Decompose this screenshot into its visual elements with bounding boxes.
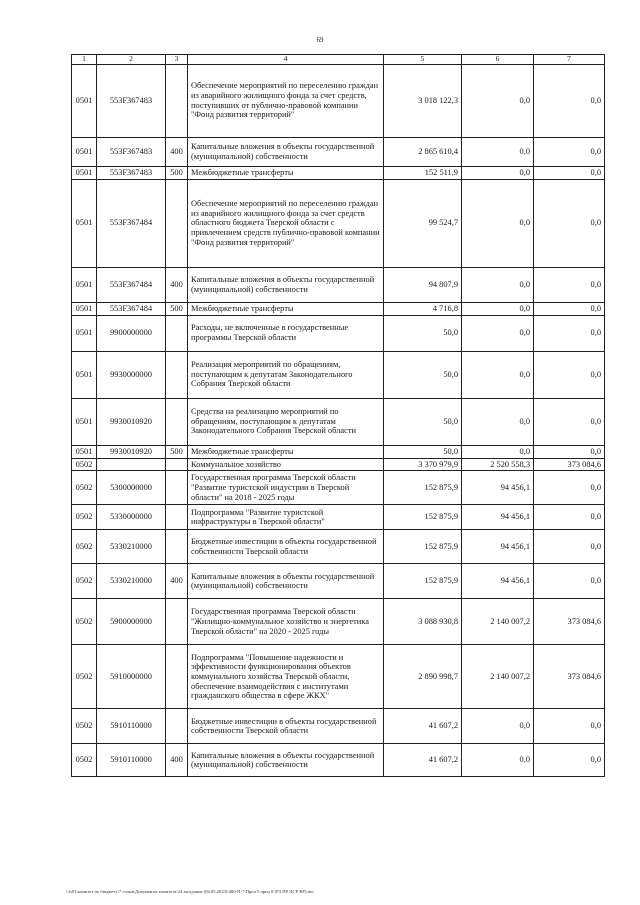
cell-section: 0502	[72, 530, 97, 564]
cell-type	[166, 351, 188, 398]
cell-v7: 0,0	[534, 267, 605, 302]
cell-code: 9900000000	[97, 315, 166, 351]
cell-type: 500	[166, 166, 188, 179]
cell-v6: 0,0	[462, 744, 534, 777]
cell-v5: 41 607,2	[384, 709, 462, 744]
cell-section: 0501	[72, 137, 97, 166]
table-row	[72, 458, 605, 471]
cell-v6: 0,0	[462, 315, 534, 351]
cell-code: 5900000000	[97, 599, 166, 645]
cell-section: 0501	[72, 351, 97, 398]
cell-name: Государственная программа Тверской области "Жилищно-коммунальное хозяйство и энергетика Тверской области" на 2020 - 2025 годы	[188, 599, 384, 645]
cell-section: 0502	[72, 458, 97, 471]
cell-type: 500	[166, 302, 188, 315]
table-row	[72, 398, 605, 445]
cell-name: Государственная программа Тверской области "Развитие туристской индустрии в Тверской области" на 2018 - 2025 годы	[188, 471, 384, 505]
cell-v7: 0,0	[534, 64, 605, 137]
cell-v5: 50,0	[384, 398, 462, 445]
cell-v7: 373 084,6	[534, 599, 605, 645]
header-row	[72, 55, 605, 65]
cell-name: Средства на реализацию мероприятий по обращениям, поступающим к депутатам Законодательного Собрания Тверской области	[188, 398, 384, 445]
table-row	[72, 315, 605, 351]
cell-v7: 0,0	[534, 302, 605, 315]
cell-v6: 2 140 007,2	[462, 645, 534, 709]
table-row	[72, 744, 605, 777]
column-header: 3	[166, 55, 188, 65]
cell-v5: 152 875,9	[384, 530, 462, 564]
cell-v7: 0,0	[534, 315, 605, 351]
cell-type	[166, 179, 188, 267]
column-header: 5	[384, 55, 462, 65]
cell-name: Капитальные вложения в объекты государственной (муниципальной) собственности	[188, 137, 384, 166]
cell-type: 500	[166, 445, 188, 458]
cell-code: 553F367484	[97, 179, 166, 267]
table-row	[72, 471, 605, 505]
cell-v7: 0,0	[534, 471, 605, 505]
cell-code: 5910110000	[97, 709, 166, 744]
cell-section: 0501	[72, 398, 97, 445]
cell-v7: 0,0	[534, 709, 605, 744]
cell-v7: 0,0	[534, 744, 605, 777]
cell-v7: 0,0	[534, 179, 605, 267]
cell-v5: 152 875,9	[384, 564, 462, 599]
page-number: 69	[316, 36, 324, 44]
cell-name: Межбюджетные трансферты	[188, 445, 384, 458]
cell-section: 0502	[72, 709, 97, 744]
cell-name: Обеспечение мероприятий по переселению граждан из аварийного жилищного фонда за счет средств, поступивших от публично-правовой компании "Фонд развития территорий"	[188, 64, 384, 137]
cell-v5: 3 370 979,9	[384, 458, 462, 471]
column-header: 7	[534, 55, 605, 65]
cell-section: 0501	[72, 315, 97, 351]
cell-v6: 0,0	[462, 137, 534, 166]
cell-v7: 0,0	[534, 564, 605, 599]
table-row	[72, 179, 605, 267]
cell-v7: 373 084,6	[534, 645, 605, 709]
cell-v5: 94 807,9	[384, 267, 462, 302]
table-row	[72, 505, 605, 530]
cell-v5: 3 088 930,8	[384, 599, 462, 645]
cell-code: 5910110000	[97, 744, 166, 777]
cell-section: 0501	[72, 267, 97, 302]
cell-v7: 0,0	[534, 530, 605, 564]
cell-v6: 2 140 007,2	[462, 599, 534, 645]
cell-name: Обеспечение мероприятий по переселению граждан из аварийного жилищного фонда за счет средств областного бюджета Тверской области с привлечением средств публично-правовой компании "Фонд развития территорий"	[188, 179, 384, 267]
cell-type	[166, 505, 188, 530]
cell-v6: 0,0	[462, 351, 534, 398]
cell-name: Подпрограмма "Повышение надежности и эффективности функционирования объектов коммунального хозяйства Тверской области, обеспечение взаимодействия с институтами гражданского общества в сфере ЖКХ"	[188, 645, 384, 709]
cell-type	[166, 398, 188, 445]
cell-name: Межбюджетные трансферты	[188, 166, 384, 179]
cell-v6: 0,0	[462, 398, 534, 445]
table-row	[72, 530, 605, 564]
cell-type	[166, 599, 188, 645]
cell-name: Капитальные вложения в объекты государственной (муниципальной) собственности	[188, 267, 384, 302]
table-row	[72, 64, 605, 137]
table-row	[72, 445, 605, 458]
cell-name: Бюджетные инвестиции в объекты государственной собственности Тверской области	[188, 530, 384, 564]
cell-v5: 2 890 998,7	[384, 645, 462, 709]
cell-type	[166, 64, 188, 137]
cell-v7: 373 084,6	[534, 458, 605, 471]
column-header: 4	[188, 55, 384, 65]
cell-v6: 0,0	[462, 179, 534, 267]
cell-code: 5330210000	[97, 530, 166, 564]
cell-v6: 94 456,1	[462, 471, 534, 505]
cell-v6: 0,0	[462, 64, 534, 137]
cell-section: 0501	[72, 166, 97, 179]
cell-section: 0502	[72, 505, 97, 530]
cell-section: 0502	[72, 599, 97, 645]
cell-code: 5330000000	[97, 505, 166, 530]
table-row	[72, 166, 605, 179]
cell-code: 9930000000	[97, 351, 166, 398]
cell-type: 400	[166, 744, 188, 777]
cell-v6: 94 456,1	[462, 564, 534, 599]
budget-table	[71, 54, 605, 777]
cell-type	[166, 471, 188, 505]
cell-code: 5910000000	[97, 645, 166, 709]
cell-v5: 50,0	[384, 445, 462, 458]
cell-v7: 0,0	[534, 351, 605, 398]
cell-v6: 2 520 558,3	[462, 458, 534, 471]
cell-v6: 0,0	[462, 267, 534, 302]
cell-v6: 0,0	[462, 166, 534, 179]
cell-section: 0501	[72, 302, 97, 315]
cell-code: 553F367483	[97, 166, 166, 179]
cell-code: 553F367483	[97, 64, 166, 137]
cell-name: Капитальные вложения в объекты государственной (муниципальной) собственности	[188, 744, 384, 777]
cell-v5: 41 607,2	[384, 744, 462, 777]
cell-section: 0502	[72, 744, 97, 777]
cell-type	[166, 530, 188, 564]
cell-type: 400	[166, 267, 188, 302]
cell-code: 5300000000	[97, 471, 166, 505]
cell-v6: 0,0	[462, 709, 534, 744]
table-row	[72, 302, 605, 315]
table-row	[72, 599, 605, 645]
table-row	[72, 351, 605, 398]
table-body	[72, 64, 605, 777]
cell-v7: 0,0	[534, 137, 605, 166]
cell-v5: 152 875,9	[384, 471, 462, 505]
cell-v5: 50,0	[384, 351, 462, 398]
table-row	[72, 137, 605, 166]
cell-name: Бюджетные инвестиции в объекты государственной собственности Тверской области	[188, 709, 384, 744]
cell-section: 0502	[72, 645, 97, 709]
column-header: 6	[462, 55, 534, 65]
cell-section: 0501	[72, 445, 97, 458]
table-row	[72, 709, 605, 744]
cell-type	[166, 458, 188, 471]
cell-code: 553F367484	[97, 302, 166, 315]
table-row	[72, 267, 605, 302]
table-row	[72, 645, 605, 709]
cell-v5: 3 018 122,3	[384, 64, 462, 137]
cell-section: 0501	[72, 179, 97, 267]
cell-code: 553F367483	[97, 137, 166, 166]
cell-type	[166, 709, 188, 744]
table-row	[72, 564, 605, 599]
cell-code: 9930010920	[97, 398, 166, 445]
cell-v6: 94 456,1	[462, 505, 534, 530]
cell-code: 9930010920	[97, 445, 166, 458]
cell-v6: 0,0	[462, 445, 534, 458]
cell-section: 0502	[72, 564, 97, 599]
cell-v7: 0,0	[534, 505, 605, 530]
column-header: 1	[72, 55, 97, 65]
cell-name: Расходы, не включенные в государственные программы Тверской области	[188, 315, 384, 351]
cell-v5: 152 511,9	[384, 166, 462, 179]
cell-section: 0502	[72, 471, 97, 505]
cell-type	[166, 315, 188, 351]
cell-name: Реализация мероприятий по обращениям, поступающим к депутатам Законодательного Собрания Тверской области	[188, 351, 384, 398]
cell-name: Капитальные вложения в объекты государственной (муниципальной) собственности	[188, 564, 384, 599]
cell-v5: 152 875,9	[384, 505, 462, 530]
cell-type: 400	[166, 564, 188, 599]
column-header: 2	[97, 55, 166, 65]
cell-code	[97, 458, 166, 471]
cell-v7: 0,0	[534, 445, 605, 458]
cell-v6: 94 456,1	[462, 530, 534, 564]
cell-v5: 4 716,8	[384, 302, 462, 315]
cell-v5: 2 865 610,4	[384, 137, 462, 166]
cell-v5: 50,0	[384, 315, 462, 351]
cell-section: 0501	[72, 64, 97, 137]
cell-name: Коммунальное хозяйство	[188, 458, 384, 471]
cell-v5: 99 524,7	[384, 179, 462, 267]
cell-v6: 0,0	[462, 302, 534, 315]
cell-v7: 0,0	[534, 166, 605, 179]
cell-type	[166, 645, 188, 709]
footer-file-path: \\fs01\комитет по бюджету\7 созыв\Документы комитета\24 заседание (04.05.2023)\480-П-7\Прил 5 прил 8 (РЗ ПР ЦСР ВР).doc	[66, 889, 315, 894]
cell-code: 5330210000	[97, 564, 166, 599]
cell-name: Подпрограмма "Развитие туристской инфраструктуры в Тверской области"	[188, 505, 384, 530]
cell-v7: 0,0	[534, 398, 605, 445]
cell-name: Межбюджетные трансферты	[188, 302, 384, 315]
cell-type: 400	[166, 137, 188, 166]
cell-code: 553F367484	[97, 267, 166, 302]
